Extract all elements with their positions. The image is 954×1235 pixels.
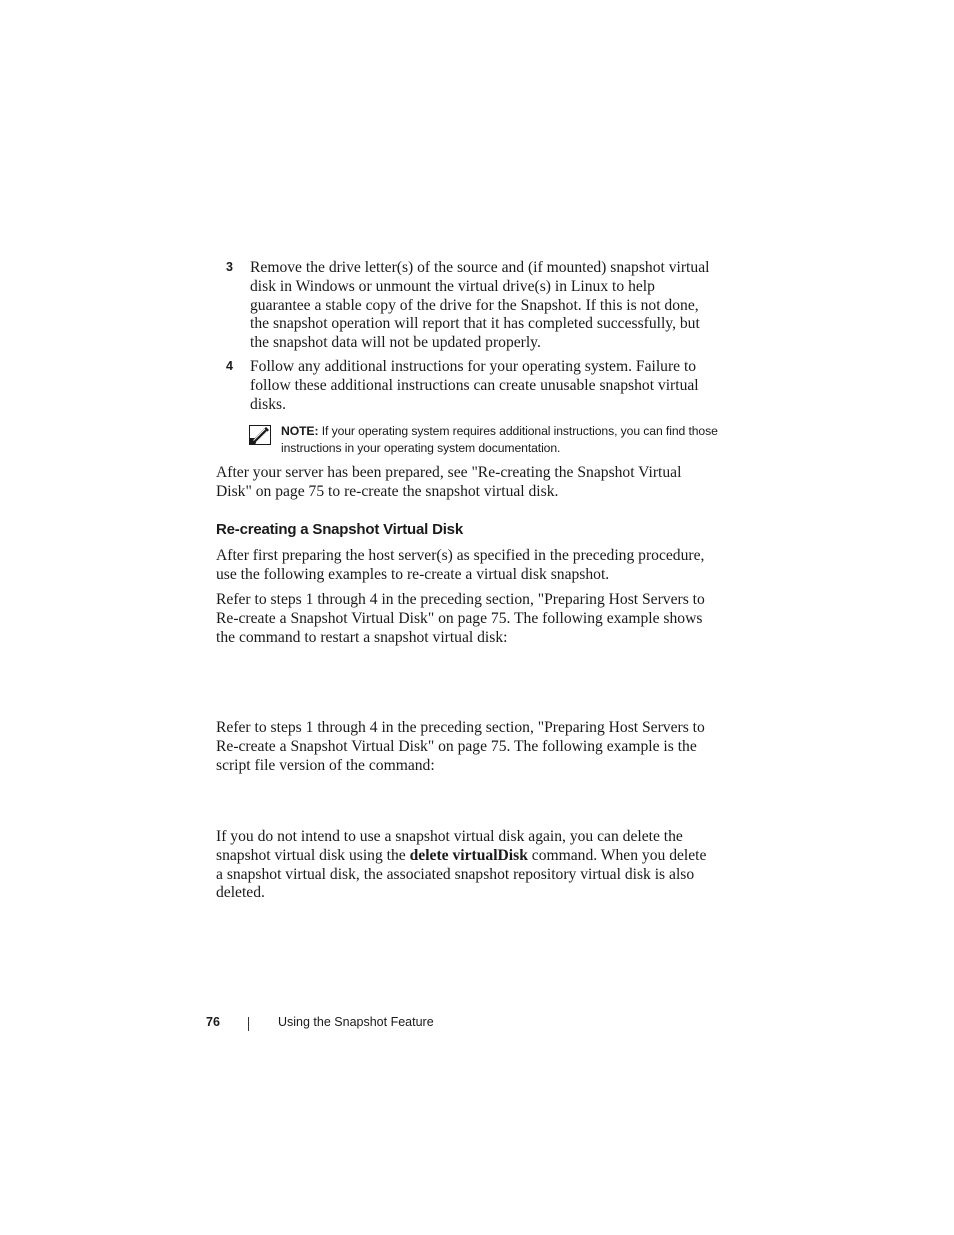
page-number: 76 bbox=[206, 1015, 220, 1029]
step-number: 4 bbox=[226, 359, 233, 373]
intro-paragraph: After first preparing the host server(s) as specified in the preceding procedure, use the following examples to re-create a virtual disk snapshot. bbox=[216, 547, 705, 583]
delete-paragraph bbox=[216, 828, 716, 903]
delete-text-before: If you do not intend to use a snapshot virtual disk again, you can delete the snapshot virtual disk using the bbox=[216, 828, 683, 864]
step-text: Remove the drive letter(s) of the source and (if mounted) snapshot virtual disk in Windows or unmount the virtual drive(s) in Linux to help guarantee a stable copy of the drive for the Snapshot. If this is not done, the snapshot operation will report that it has completed successfully, but the snapshot data will not be updated properly. bbox=[250, 259, 710, 352]
note-pencil-icon bbox=[249, 425, 271, 445]
delete-command: delete virtualDisk bbox=[409, 846, 528, 864]
delete-text-after: command. When you delete a snapshot virtual disk, the associated snapshot repository virtual disk is also deleted. bbox=[216, 846, 707, 902]
step-number: 3 bbox=[226, 260, 233, 274]
footer-title: Using the Snapshot Feature bbox=[278, 1015, 434, 1029]
after-prepared-paragraph: After your server has been prepared, see "Re-creating the Snapshot Virtual Disk" on page 75 to re-create the snapshot virtual disk. bbox=[216, 464, 682, 500]
footer-divider bbox=[248, 1017, 249, 1031]
section-heading: Re-creating a Snapshot Virtual Disk bbox=[216, 521, 463, 538]
note-text bbox=[281, 423, 721, 457]
note-label: NOTE: bbox=[281, 424, 319, 438]
refer-cli-paragraph: Refer to steps 1 through 4 in the preceding section, "Preparing Host Servers to Re-create a Snapshot Virtual Disk" on page 75. The following example shows the command to restart a snapshot virtual disk: bbox=[216, 591, 705, 646]
note-body: If your operating system requires additional instructions, you can find those instructions in your operating system documentation. bbox=[281, 424, 718, 455]
step-text: Follow any additional instructions for your operating system. Failure to follow these additional instructions can create unusable snapshot virtual disks. bbox=[250, 358, 699, 413]
refer-script-paragraph: Refer to steps 1 through 4 in the preceding section, "Preparing Host Servers to Re-create a Snapshot Virtual Disk" on page 75. The following example is the script file version of the command: bbox=[216, 719, 705, 774]
